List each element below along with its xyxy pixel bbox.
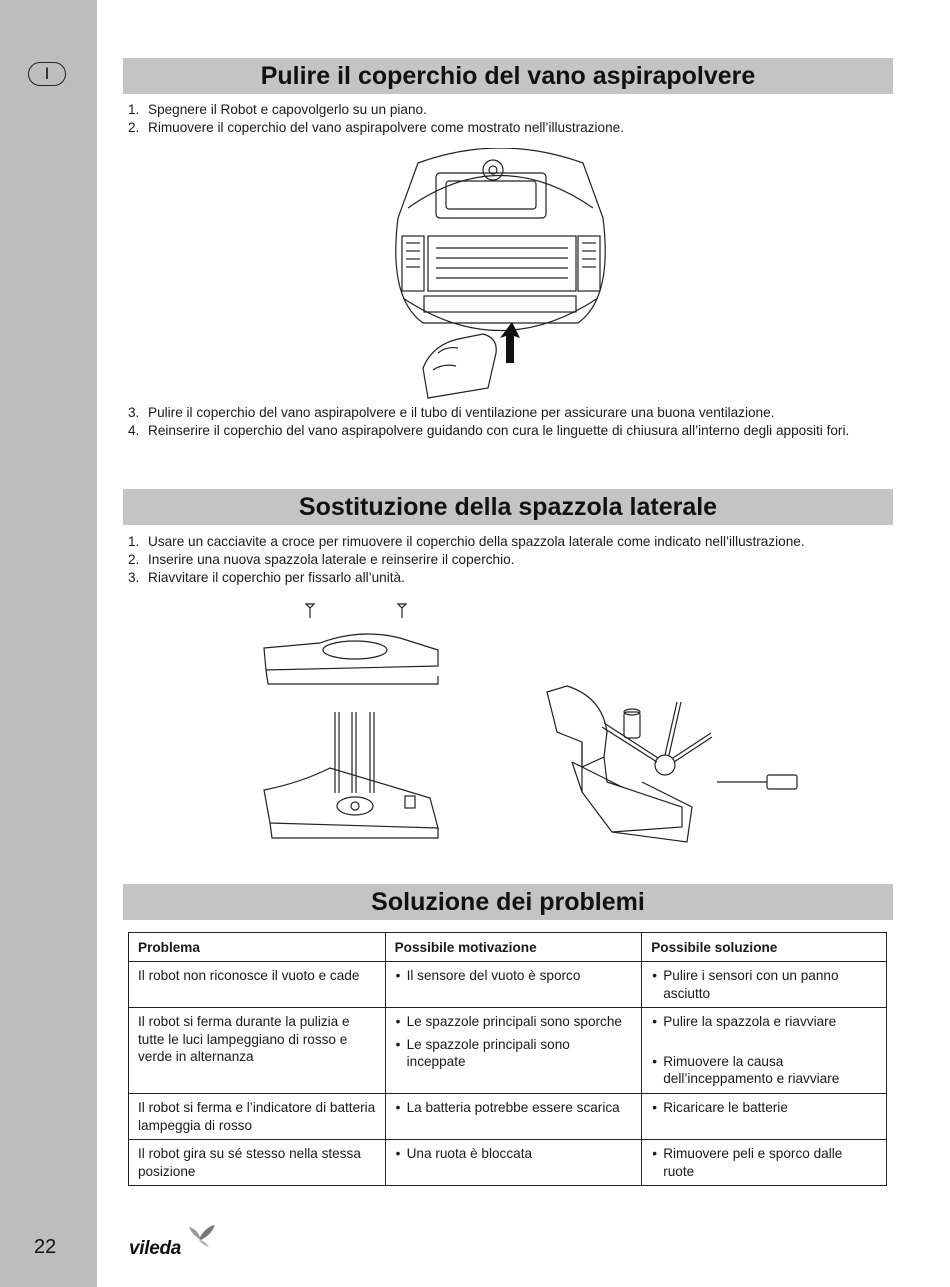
cause-cell: • La batteria potrebbe essere scarica [385,1094,642,1140]
steps-dust-cover-b [128,404,894,440]
cause-cell: • Una ruota è bloccata [385,1140,642,1186]
header-solution: Possibile soluzione [642,933,887,962]
section-title-side-brush: Sostituzione della spazzola laterale [123,489,893,525]
language-badge: I [28,62,66,86]
page-number: 22 [34,1236,57,1258]
problem-cell: Il robot gira su sé stesso nella stessa posizione [129,1140,386,1186]
steps-side-brush [128,533,894,587]
header-cause: Possibile motivazione [385,933,642,962]
problem-cell: Il robot si ferma e l’indicatore di batteria lampeggia di rosso [129,1094,386,1140]
section-title-dust-cover: Pulire il coperchio del vano aspirapolvere [123,58,893,94]
step-item: 1. Spegnere il Robot e capovolgerlo su un piano. [128,102,427,117]
butterfly-icon [187,1225,217,1249]
side-bar [0,0,97,1287]
robot-underside-illustration [388,148,613,404]
troubleshooting-table [128,932,887,1186]
step-item: 3. Pulire il coperchio del vano aspirapolvere e il tubo di ventilazione per assicurare una buona ventilazione. [128,405,775,420]
cause-cell: • Le spazzole principali sono sporche • Le spazzole principali sono inceppate [385,1008,642,1094]
step-item: 4. Reinserire il coperchio del vano aspirapolvere guidando con cura le linguette di chiusura all’interno degli appositi fori. [128,423,850,438]
solution-cell: • Ricaricare le batterie [642,1094,887,1140]
brand-name: vileda [129,1238,182,1259]
step-item: 1. Usare un cacciavite a croce per rimuovere il coperchio della spazzola laterale come indicato nell’illustrazione. [128,534,805,549]
table-row [129,962,887,1008]
screwdriver-illustration [542,682,804,848]
table-row [129,1140,887,1186]
steps-dust-cover-a [128,101,894,137]
side-brush-cover-illustration [260,598,442,848]
cause-cell: • Il sensore del vuoto è sporco [385,962,642,1008]
header-problem: Problema [129,933,386,962]
step-item: 2. Inserire una nuova spazzola laterale e reinserire il coperchio. [128,552,515,567]
table-row [129,1094,887,1140]
solution-cell: • Rimuovere peli e sporco dalle ruote [642,1140,887,1186]
solution-cell: • Pulire i sensori con un panno asciutto [642,962,887,1008]
solution-cell: • Pulire la spazzola e riavviare • Rimuovere la causa dell’inceppamento e riavviare [642,1008,887,1094]
problem-cell: Il robot si ferma durante la pulizia e tutte le luci lampeggiano di rosso e verde in alternanza [129,1008,386,1094]
section-title-troubleshooting: Soluzione dei problemi [123,884,893,920]
table-row [129,1008,887,1094]
step-item: 3. Riavvitare il coperchio per fissarlo all’unità. [128,570,405,585]
problem-cell: Il robot non riconosce il vuoto e cade [129,962,386,1008]
table-header-row [129,933,887,962]
step-item: 2. Rimuovere il coperchio del vano aspirapolvere come mostrato nell’illustrazione. [128,120,625,135]
